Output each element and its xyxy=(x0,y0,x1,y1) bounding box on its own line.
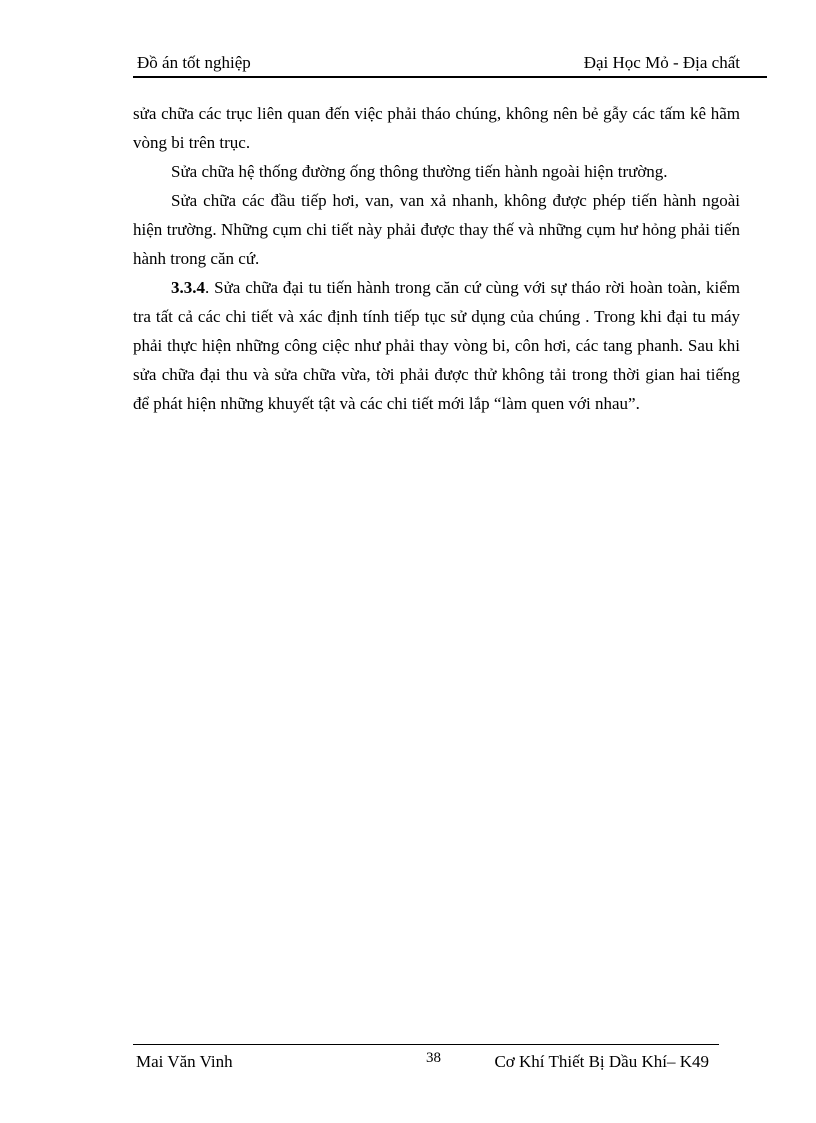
paragraph-4-text: . Sửa chữa đại tu tiến hành trong căn cứ cùng với sự tháo rời hoàn toàn, kiểm tra tất cả các chi tiết và xác định tính tiếp tục sử dụng của chúng . Trong khi đại tu máy phải thực hiện những công ciệc như phải thay vòng bi, côn hơi, các tang phanh. Sau khi sửa chữa đại thu và sửa chữa vừa, tời phải được thử không tải trong thời gian hai tiếng để phát hiện những khuyết tật và các chi tiết mới lắp “làm quen với nhau”. xyxy=(133,278,740,413)
page-number: 38 xyxy=(426,1050,441,1066)
paragraph-2: Sửa chữa hệ thống đường ống thông thường tiến hành ngoài hiện trường. xyxy=(171,162,668,181)
section-number: 3.3.4 xyxy=(171,278,205,297)
paragraph-1: sửa chữa các trục liên quan đến việc phải tháo chúng, không nên bẻ gẫy các tấm kê hãm vòng bi trên trục. xyxy=(133,104,740,152)
header-title-left: Đồ án tốt nghiệp xyxy=(137,53,251,72)
page-header xyxy=(133,52,767,78)
paragraph-3: Sửa chữa các đầu tiếp hơi, van, van xả nhanh, không được phép tiến hành ngoài hiện trường. Những cụm chi tiết này phải được thay thế và những cụm hư hỏng phải tiến hành trong căn cứ. xyxy=(133,191,740,268)
footer-author: Mai Văn Vinh xyxy=(136,1052,233,1071)
paragraph-4 xyxy=(133,273,740,418)
footer-department: Cơ Khí Thiết Bị Dầu Khí– K49 xyxy=(494,1052,709,1071)
page-footer xyxy=(133,1044,719,1074)
body-text xyxy=(133,99,740,418)
header-divider xyxy=(133,76,767,78)
footer-divider xyxy=(133,1044,719,1045)
header-title-right: Đại Học Mỏ - Địa chất xyxy=(583,53,740,72)
